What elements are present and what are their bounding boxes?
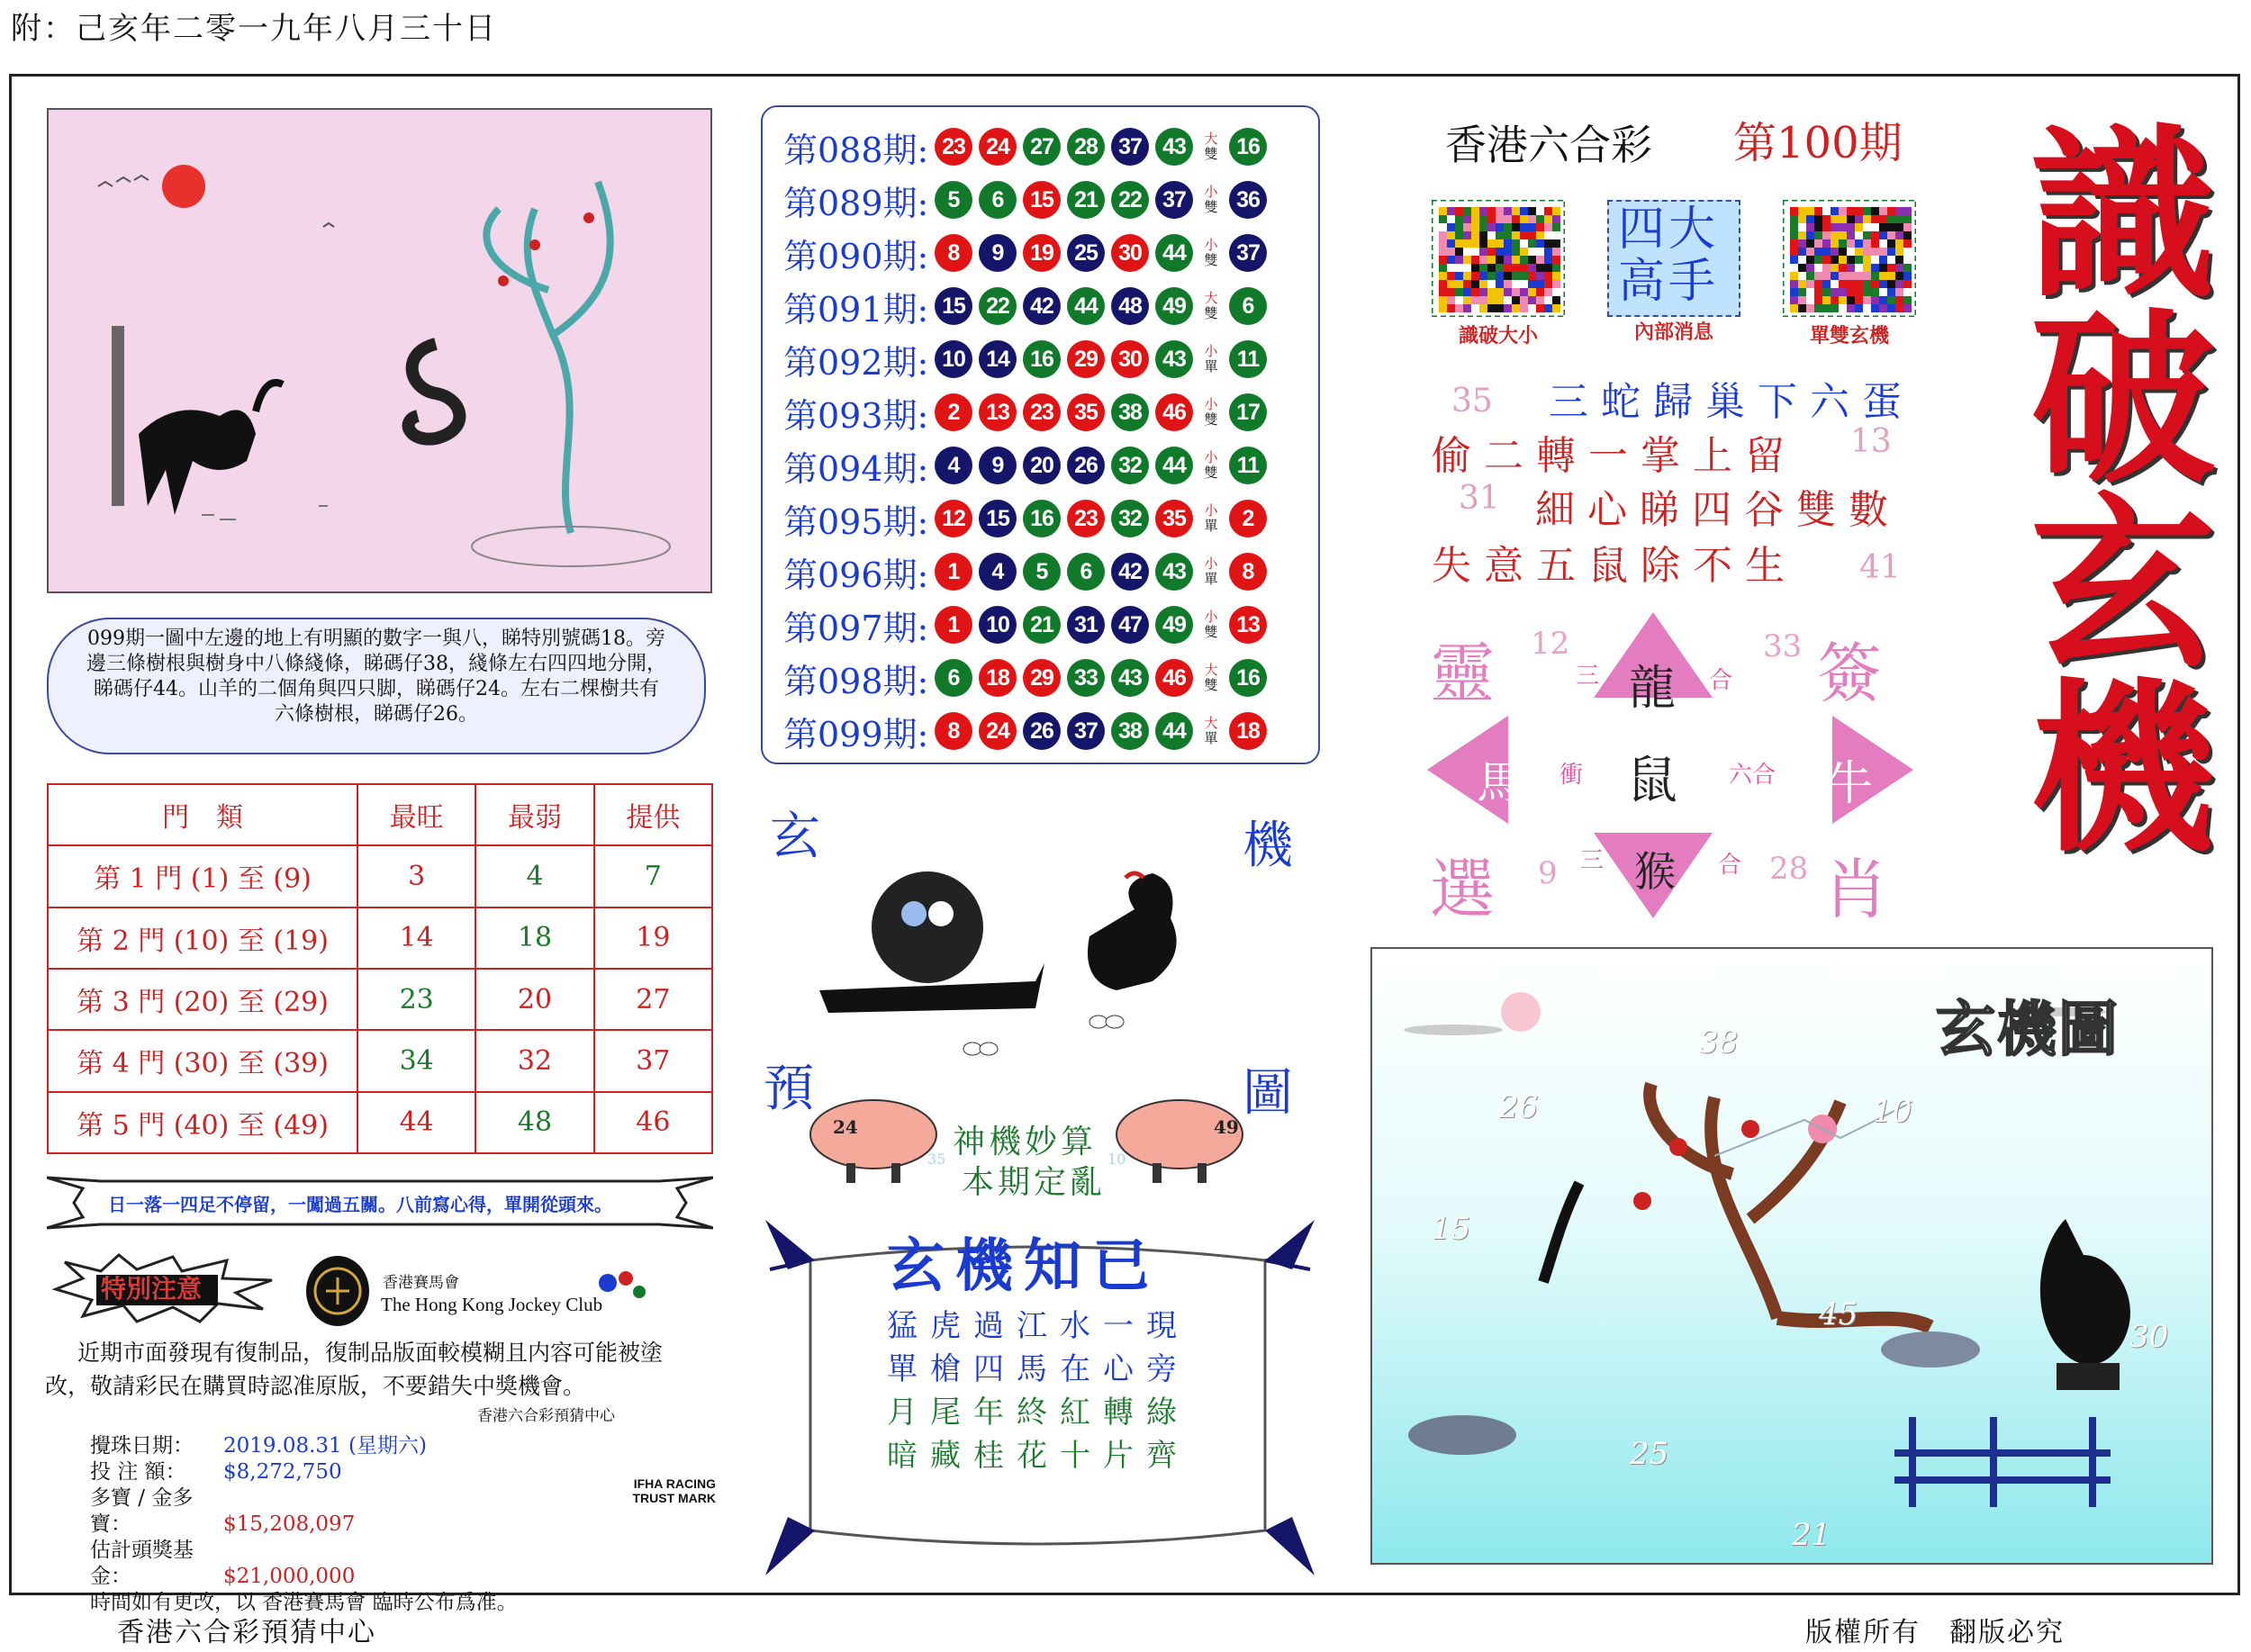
result-ball: 5 [935, 181, 972, 219]
result-size: 小 [1204, 237, 1218, 253]
draw-jackpot-row [90, 1485, 518, 1538]
result-period: 第088期: [783, 130, 929, 170]
result-size: 小 [1204, 609, 1218, 625]
result-ball: 25 [1067, 234, 1105, 272]
corner-word-yu: 預 [764, 1060, 814, 1118]
result-ball: 47 [1111, 606, 1149, 644]
gate-max: 23 [357, 969, 475, 1030]
footer-left: 香港六合彩預猜中心 [117, 1617, 376, 1648]
verse-4: 暗藏桂花十片齊 [887, 1438, 1189, 1474]
gates-row [48, 1030, 712, 1091]
jockey-club-zh: 香港賽馬會 [383, 1274, 459, 1292]
result-ball: 37 [1155, 181, 1193, 219]
result-ball: 38 [1111, 393, 1149, 431]
result-period: 第096期: [783, 555, 929, 595]
corner-word-xuan: 玄 [770, 808, 820, 866]
gate-min: 32 [475, 1030, 593, 1091]
result-ball: 35 [1067, 393, 1105, 431]
result-special-ball: 8 [1229, 553, 1267, 591]
verse-3: 月尾年終紅轉綠 [887, 1395, 1189, 1431]
result-ball: 23 [1023, 393, 1061, 431]
result-size: 大 [1204, 131, 1218, 147]
draw-info [90, 1433, 518, 1616]
issue-number: 第100期 [1733, 118, 1903, 168]
gate-name: 第 5 門 (40) 至 (49) [48, 1092, 357, 1153]
result-row [783, 549, 1273, 594]
gate-give: 7 [594, 845, 712, 907]
corner-word-tu: 圖 [1243, 1064, 1293, 1123]
xuanji-num: 25 [1630, 1436, 1669, 1472]
result-row [783, 709, 1273, 754]
result-ball: 31 [1067, 606, 1105, 644]
result-row [783, 390, 1273, 435]
result-attr [1199, 609, 1223, 640]
result-ball: 19 [1023, 234, 1061, 272]
gate-max: 44 [357, 1092, 475, 1153]
corner-xiao: 肖 [1823, 852, 1889, 927]
result-ball: 44 [1067, 287, 1105, 325]
notice-source: 香港六合彩預猜中心 [477, 1407, 615, 1425]
poem-line-3: 細心睇四谷雙數 [1535, 487, 1901, 533]
riddle-note: 099期一圖中左邊的地上有明顯的數字一與八，睇特別號碼18。旁邊三條樹根與樹身中八條綫條，睇碼仔38，綫條左右四四地分開，睇碼仔44。山羊的二個角與四只脚，睇碼仔24。左右二棵樹共有六條樹根，睇碼仔26。 [47, 618, 706, 754]
result-row [783, 496, 1273, 541]
result-ball: 6 [979, 181, 1017, 219]
result-ball: 48 [1111, 287, 1149, 325]
footer-right: 版權所有 翻版必究 [1805, 1617, 2065, 1648]
result-period: 第099期: [783, 714, 929, 754]
gate-give: 19 [594, 907, 712, 969]
xuanji-title: 玄機圖 [1936, 994, 2120, 1064]
result-attr [1199, 450, 1223, 481]
result-ball: 27 [1023, 128, 1061, 166]
result-special-ball: 36 [1229, 181, 1267, 219]
big-title: 識破玄機 [1999, 117, 2215, 855]
result-attr [1199, 238, 1223, 268]
result-parity: 雙 [1204, 199, 1218, 215]
result-ball: 15 [979, 500, 1017, 537]
result-size: 小 [1204, 343, 1218, 359]
result-ball: 46 [1155, 659, 1193, 697]
result-special-ball: 6 [1229, 287, 1267, 325]
poem-line-1: 三蛇歸巢下六蛋 [1549, 379, 1914, 425]
corner-word-ji: 機 [1243, 817, 1293, 875]
pig-text-2: 本期定亂 [962, 1164, 1107, 1201]
result-row [783, 124, 1273, 169]
pig-text-1: 神機妙算 [953, 1124, 1098, 1160]
center-title: 玄機知已 [887, 1232, 1161, 1300]
gates-row [48, 1092, 712, 1153]
gate-max: 14 [357, 907, 475, 969]
result-ball: 43 [1155, 553, 1193, 591]
compass-num: 12 [1531, 626, 1570, 662]
qr-big-small [1432, 200, 1565, 348]
qr-label: 單雙玄機 [1809, 324, 1889, 348]
jockey-club-en: The Hong Kong Jockey Club [381, 1294, 603, 1315]
result-parity: 單 [1204, 571, 1218, 587]
gate-name: 第 2 門 (10) 至 (19) [48, 907, 357, 969]
gate-name: 第 1 門 (1) 至 (9) [48, 845, 357, 907]
result-ball: 26 [1067, 447, 1105, 484]
gate-give: 27 [594, 969, 712, 1030]
result-parity: 雙 [1204, 411, 1218, 428]
result-ball: 6 [1067, 553, 1105, 591]
qr-inside-news [1607, 200, 1740, 344]
result-special-ball: 17 [1229, 393, 1267, 431]
result-ball: 43 [1155, 128, 1193, 166]
result-special-ball: 11 [1229, 340, 1267, 378]
result-parity: 單 [1204, 730, 1218, 746]
result-period: 第093期: [783, 395, 929, 436]
compass-left: 馬 [1477, 757, 1524, 811]
result-special-ball: 13 [1229, 606, 1267, 644]
result-ball: 9 [979, 234, 1017, 272]
result-ball: 4 [979, 553, 1017, 591]
gates-header-row [48, 784, 712, 845]
result-ball: 15 [1023, 181, 1061, 219]
result-ball: 10 [979, 606, 1017, 644]
result-ball: 43 [1155, 340, 1193, 378]
result-ball: 20 [1023, 447, 1061, 484]
result-ball: 23 [1067, 500, 1105, 537]
lottery-name: 香港六合彩 [1445, 121, 1652, 169]
result-period: 第092期: [783, 342, 929, 383]
result-row [783, 284, 1273, 329]
result-special-ball: 16 [1229, 659, 1267, 697]
result-ball: 21 [1067, 181, 1105, 219]
result-row [783, 655, 1273, 700]
gate-name: 第 4 門 (30) 至 (39) [48, 1030, 357, 1091]
result-row [783, 230, 1273, 275]
result-ball: 49 [1155, 287, 1193, 325]
gates-header-min: 最弱 [475, 784, 593, 845]
result-row [783, 337, 1273, 382]
ifha-mark: IFHA RACING TRUST MARK [632, 1476, 716, 1505]
corner-qian: 簽 [1817, 636, 1883, 711]
draw-info-label: 投 注 額： [90, 1460, 186, 1484]
result-attr [1199, 185, 1223, 215]
pig-num-left: 24 [833, 1116, 858, 1138]
result-special-ball: 2 [1229, 500, 1267, 537]
qr-label: 內部消息 [1633, 320, 1713, 344]
result-size: 大 [1204, 662, 1218, 678]
result-parity: 雙 [1204, 146, 1218, 162]
gates-header-type: 門 類 [48, 784, 357, 845]
pig-num-right: 49 [1214, 1116, 1239, 1138]
result-size: 小 [1204, 184, 1218, 200]
gate-min: 20 [475, 969, 593, 1030]
compass-he-a: 合 [1709, 667, 1733, 694]
result-ball: 44 [1155, 234, 1193, 272]
result-size: 小 [1204, 449, 1218, 465]
poem-line-2: 偷二轉一掌上留 [1432, 433, 1797, 479]
draw-info-value: $8,272,750 [223, 1460, 342, 1484]
gate-max: 3 [357, 845, 475, 907]
result-ball: 33 [1067, 659, 1105, 697]
result-ball: 38 [1111, 712, 1149, 750]
result-ball: 26 [1023, 712, 1061, 750]
compass-top: 龍 [1629, 662, 1677, 716]
compass-num: 28 [1769, 851, 1809, 887]
result-row [783, 177, 1273, 222]
gates-header-max: 最旺 [357, 784, 475, 845]
xuanji-num: 21 [1792, 1517, 1831, 1553]
compass-left-small: 衝 [1559, 762, 1584, 789]
compass-bottom: 猴 [1634, 847, 1676, 896]
result-attr [1199, 344, 1223, 375]
compass-right: 牛 [1826, 757, 1874, 811]
compass-he-b: 合 [1718, 852, 1742, 879]
gate-name: 第 3 門 (20) 至 (29) [48, 969, 357, 1030]
result-period: 第091期: [783, 289, 929, 329]
result-period: 第098期: [783, 661, 929, 701]
result-parity: 雙 [1204, 305, 1218, 321]
result-ball: 1 [935, 606, 972, 644]
gate-give: 37 [594, 1030, 712, 1091]
pig-num-small-b: 10 [1107, 1151, 1126, 1168]
result-ball: 28 [1067, 128, 1105, 166]
compass-num: 9 [1538, 855, 1558, 891]
result-special-ball: 37 [1229, 234, 1267, 272]
xuanji-num: 26 [1499, 1089, 1539, 1125]
result-ball: 42 [1023, 287, 1061, 325]
poem-num-4: 41 [1859, 549, 1901, 586]
result-size: 小 [1204, 502, 1218, 519]
verse-1: 猛虎過江水一現 [887, 1308, 1189, 1344]
gates-row [48, 845, 712, 907]
result-size: 小 [1204, 396, 1218, 412]
compass-three-a: 三 [1576, 663, 1600, 690]
compass-right-small: 六合 [1729, 762, 1776, 789]
gate-min: 4 [475, 845, 593, 907]
poem-line-4: 失意五鼠除不生 [1432, 543, 1797, 589]
compass-num: 33 [1763, 628, 1803, 664]
result-ball: 12 [935, 500, 972, 537]
result-ball: 35 [1155, 500, 1193, 537]
result-ball: 37 [1111, 128, 1149, 166]
draw-info-label: 攪珠日期： [90, 1434, 194, 1458]
result-ball: 24 [979, 712, 1017, 750]
result-ball: 8 [935, 234, 972, 272]
result-period: 第090期: [783, 236, 929, 276]
xuanji-num: 15 [1432, 1211, 1471, 1247]
result-attr [1199, 131, 1223, 162]
gates-table [47, 783, 713, 1154]
result-ball: 43 [1111, 659, 1149, 697]
qr-label: 識破大小 [1458, 324, 1538, 348]
result-special-ball: 11 [1229, 447, 1267, 484]
poem-num-3: 31 [1459, 480, 1500, 517]
corner-xuan: 選 [1430, 852, 1496, 927]
qr-middle-chars: 四大高手 [1618, 203, 1720, 309]
result-parity: 雙 [1204, 624, 1218, 640]
gate-min: 18 [475, 907, 593, 969]
result-parity: 雙 [1204, 465, 1218, 481]
result-ball: 6 [935, 659, 972, 697]
result-attr [1199, 291, 1223, 321]
gate-min: 48 [475, 1092, 593, 1153]
result-size: 大 [1204, 290, 1218, 306]
result-parity: 雙 [1204, 252, 1218, 268]
result-ball: 15 [935, 287, 972, 325]
result-size: 大 [1204, 715, 1218, 731]
draw-info-label: 估計頭獎基金： [90, 1539, 194, 1588]
result-ball: 44 [1155, 712, 1193, 750]
result-ball: 30 [1111, 340, 1149, 378]
result-ball: 2 [935, 393, 972, 431]
draw-info-value: $15,208,097 [223, 1512, 356, 1536]
result-ball: 21 [1023, 606, 1061, 644]
result-ball: 9 [979, 447, 1017, 484]
jockey-club-logo [306, 1256, 369, 1326]
result-ball: 29 [1067, 340, 1105, 378]
verse-2: 單槍四馬在心旁 [887, 1351, 1189, 1387]
draw-fund-row [90, 1538, 518, 1590]
poem-num-1: 35 [1451, 383, 1493, 420]
corner-ling: 靈 [1430, 636, 1496, 711]
result-ball: 10 [935, 340, 972, 378]
result-period: 第097期: [783, 608, 929, 648]
result-period: 第095期: [783, 501, 929, 542]
result-ball: 23 [935, 128, 972, 166]
result-period: 第094期: [783, 448, 929, 489]
banner-text: 日一落一四足不停留，一闖過五關。八前寫心得，單開從頭來。 [108, 1194, 612, 1215]
xuanji-num: 38 [1699, 1025, 1739, 1061]
result-ball: 22 [1111, 181, 1149, 219]
gates-header-give: 提供 [594, 784, 712, 845]
result-ball: 4 [935, 447, 972, 484]
result-ball: 14 [979, 340, 1017, 378]
gates-row [48, 969, 712, 1030]
draw-amount-row [90, 1459, 518, 1485]
result-row [783, 443, 1273, 488]
draw-info-value: $21,000,000 [223, 1565, 356, 1588]
result-ball: 13 [979, 393, 1017, 431]
result-parity: 雙 [1204, 677, 1218, 693]
draw-disclaimer: 時間如有更改，以 香港賽馬會 臨時公布爲准。 [90, 1591, 518, 1614]
gates-row [48, 907, 712, 969]
draw-info-label: 多寶 / 金多寶： [90, 1486, 194, 1536]
result-attr [1199, 556, 1223, 587]
lotto-logo [585, 1256, 657, 1319]
result-ball: 5 [1023, 553, 1061, 591]
owl-rooster-art [810, 855, 1243, 1062]
xuanji-num: 30 [2129, 1319, 2169, 1355]
result-ball: 18 [979, 659, 1017, 697]
compass-center: 鼠 [1627, 752, 1677, 810]
result-ball: 42 [1111, 553, 1149, 591]
result-special-ball: 18 [1229, 712, 1267, 750]
draw-info-value: 2019.08.31 (星期六) [223, 1434, 427, 1458]
result-special-ball: 16 [1229, 128, 1267, 166]
pig-num-small-a: 35 [927, 1151, 946, 1168]
notice-text: 近期市面發現有復制品，復制品版面較模糊且内容可能被塗改，敬請彩民在購買時認准原版，不要錯失中獎機會。 [45, 1340, 664, 1399]
draw-date-row [90, 1433, 518, 1459]
result-parity: 單 [1204, 518, 1218, 534]
result-ball: 49 [1155, 606, 1193, 644]
result-ball: 30 [1111, 234, 1149, 272]
result-ball: 24 [979, 128, 1017, 166]
result-attr [1199, 397, 1223, 428]
compass-three-b: 三 [1580, 847, 1605, 874]
result-ball: 22 [979, 287, 1017, 325]
result-attr [1199, 663, 1223, 693]
poem-num-2: 13 [1850, 423, 1892, 460]
xuanji-num: 10 [1873, 1094, 1912, 1130]
result-period: 第089期: [783, 183, 929, 223]
result-ball: 29 [1023, 659, 1061, 697]
result-ball: 32 [1111, 447, 1149, 484]
result-attr [1199, 503, 1223, 534]
result-size: 小 [1204, 555, 1218, 572]
result-parity: 單 [1204, 358, 1218, 375]
result-ball: 44 [1155, 447, 1193, 484]
result-row [783, 602, 1273, 647]
result-ball: 16 [1023, 500, 1061, 537]
riddle-picture [47, 108, 712, 593]
result-ball: 37 [1067, 712, 1105, 750]
result-ball: 46 [1155, 393, 1193, 431]
gate-give: 46 [594, 1092, 712, 1153]
xuanji-num: 45 [1819, 1296, 1858, 1332]
result-ball: 8 [935, 712, 972, 750]
special-notice: 特別注意 [101, 1274, 203, 1304]
gate-max: 34 [357, 1030, 475, 1091]
result-ball: 1 [935, 553, 972, 591]
result-attr [1199, 716, 1223, 746]
qr-odd-even [1783, 200, 1916, 348]
date-header: 附：己亥年二零一九年八月三十日 [11, 11, 497, 47]
result-ball: 32 [1111, 500, 1149, 537]
result-ball: 16 [1023, 340, 1061, 378]
